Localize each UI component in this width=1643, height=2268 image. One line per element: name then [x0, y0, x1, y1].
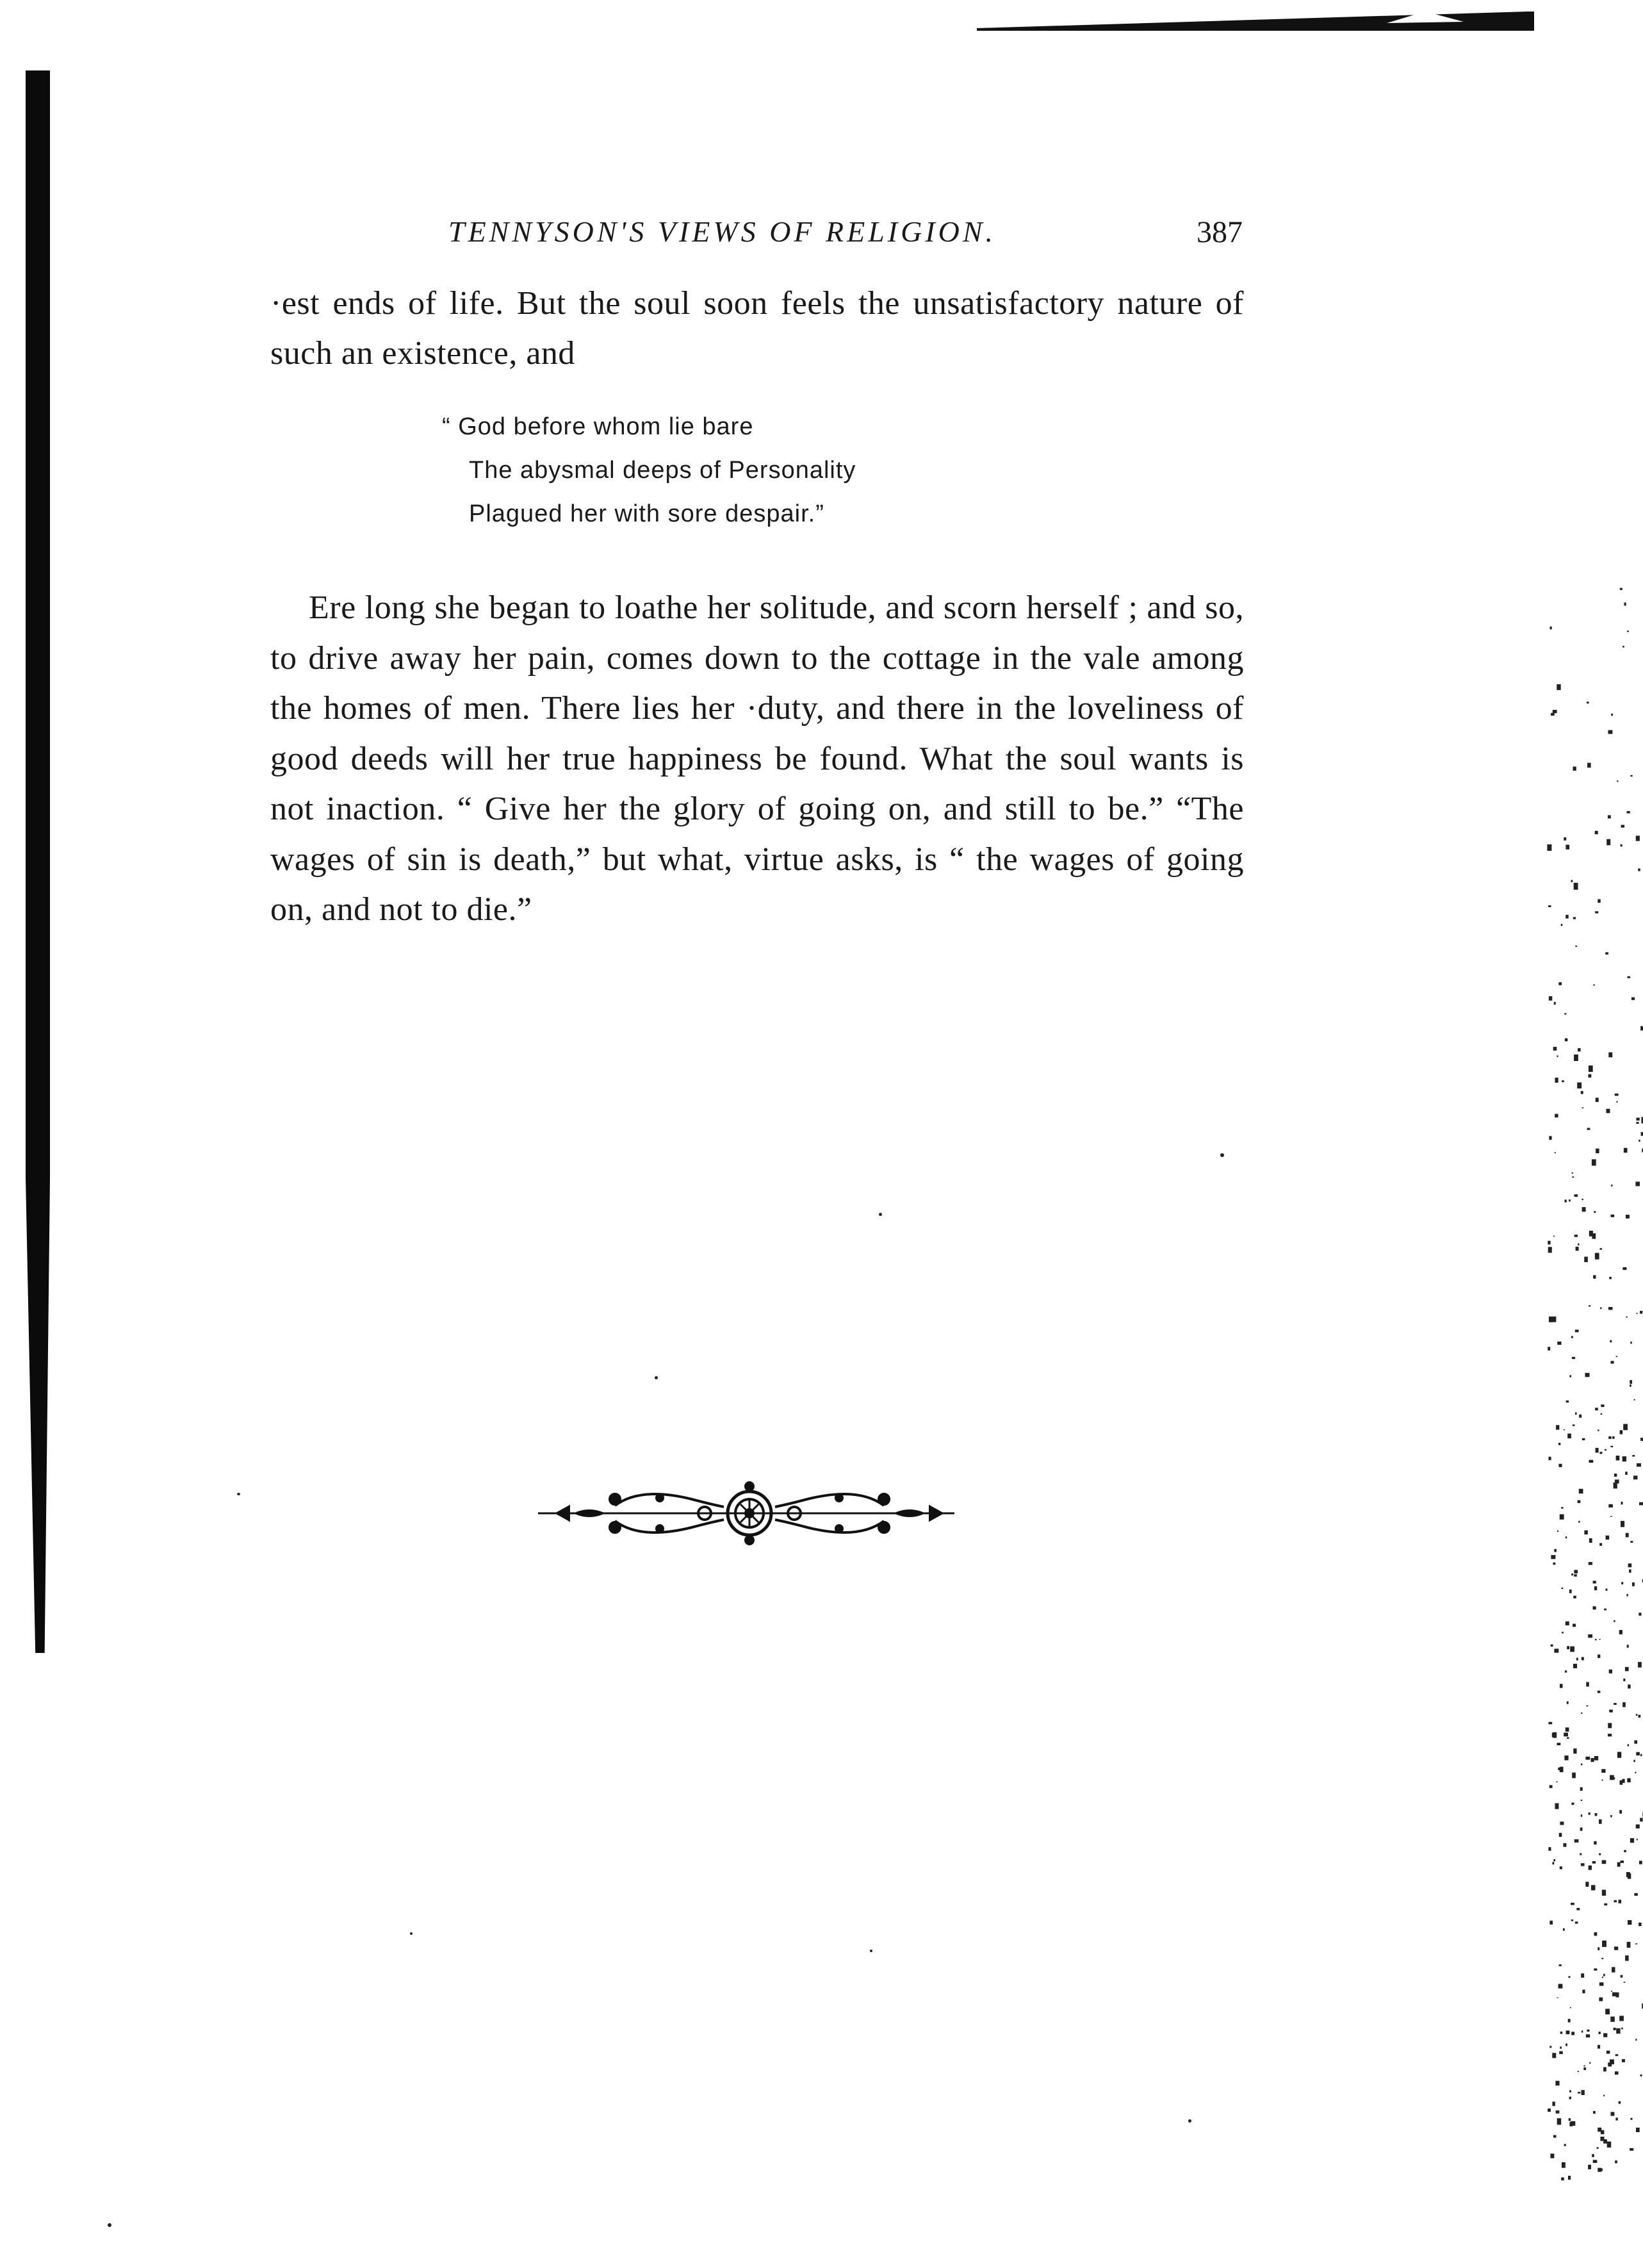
page-number: 387	[1197, 215, 1243, 249]
paragraph-continuation	[270, 279, 1244, 379]
paragraph-1: ·est ends of life. But the soul soon feels the unsatisfactory nature of such an existence, and	[270, 285, 1244, 372]
running-title: TENNYSON'S VIEWS OF RELIGION.	[448, 215, 997, 248]
dust-speck	[410, 1932, 413, 1935]
dust-speck	[237, 1493, 240, 1495]
scroll-flourish-ornament-icon	[532, 1467, 967, 1557]
block-quote	[442, 405, 1018, 536]
dust-speck	[1220, 1153, 1224, 1157]
dust-speck	[879, 1213, 882, 1216]
scan-top-rule	[977, 9, 1534, 38]
quote-line-2: The abysmal deeps of Personality	[469, 457, 856, 484]
dust-speck	[108, 2223, 111, 2227]
dust-speck	[655, 1376, 658, 1379]
dust-speck	[870, 1950, 872, 1952]
quote-line-1: “ God before whom lie bare	[442, 413, 754, 440]
scan-edge-speckle	[1534, 577, 1643, 2191]
running-head	[448, 215, 1243, 259]
scan-edge-shadow	[26, 70, 50, 1653]
quote-line-3: Plagued her with sore despair.”	[469, 500, 824, 527]
paragraph-2: Ere long she began to loathe her solitude, and scorn herself ; and so, to drive away her pain, comes down to the cottage in the vale among the homes of men. There lies her ·duty, and there in the loveliness of good deeds will her true happiness be found. What the soul wants is not inaction. “ Give her the glory of going on, and still to be.” “The wages of sin is death,” but what, virtue asks, is “ the wages of going on, and not to die.”	[270, 589, 1244, 928]
dust-speck	[1188, 2119, 1191, 2123]
